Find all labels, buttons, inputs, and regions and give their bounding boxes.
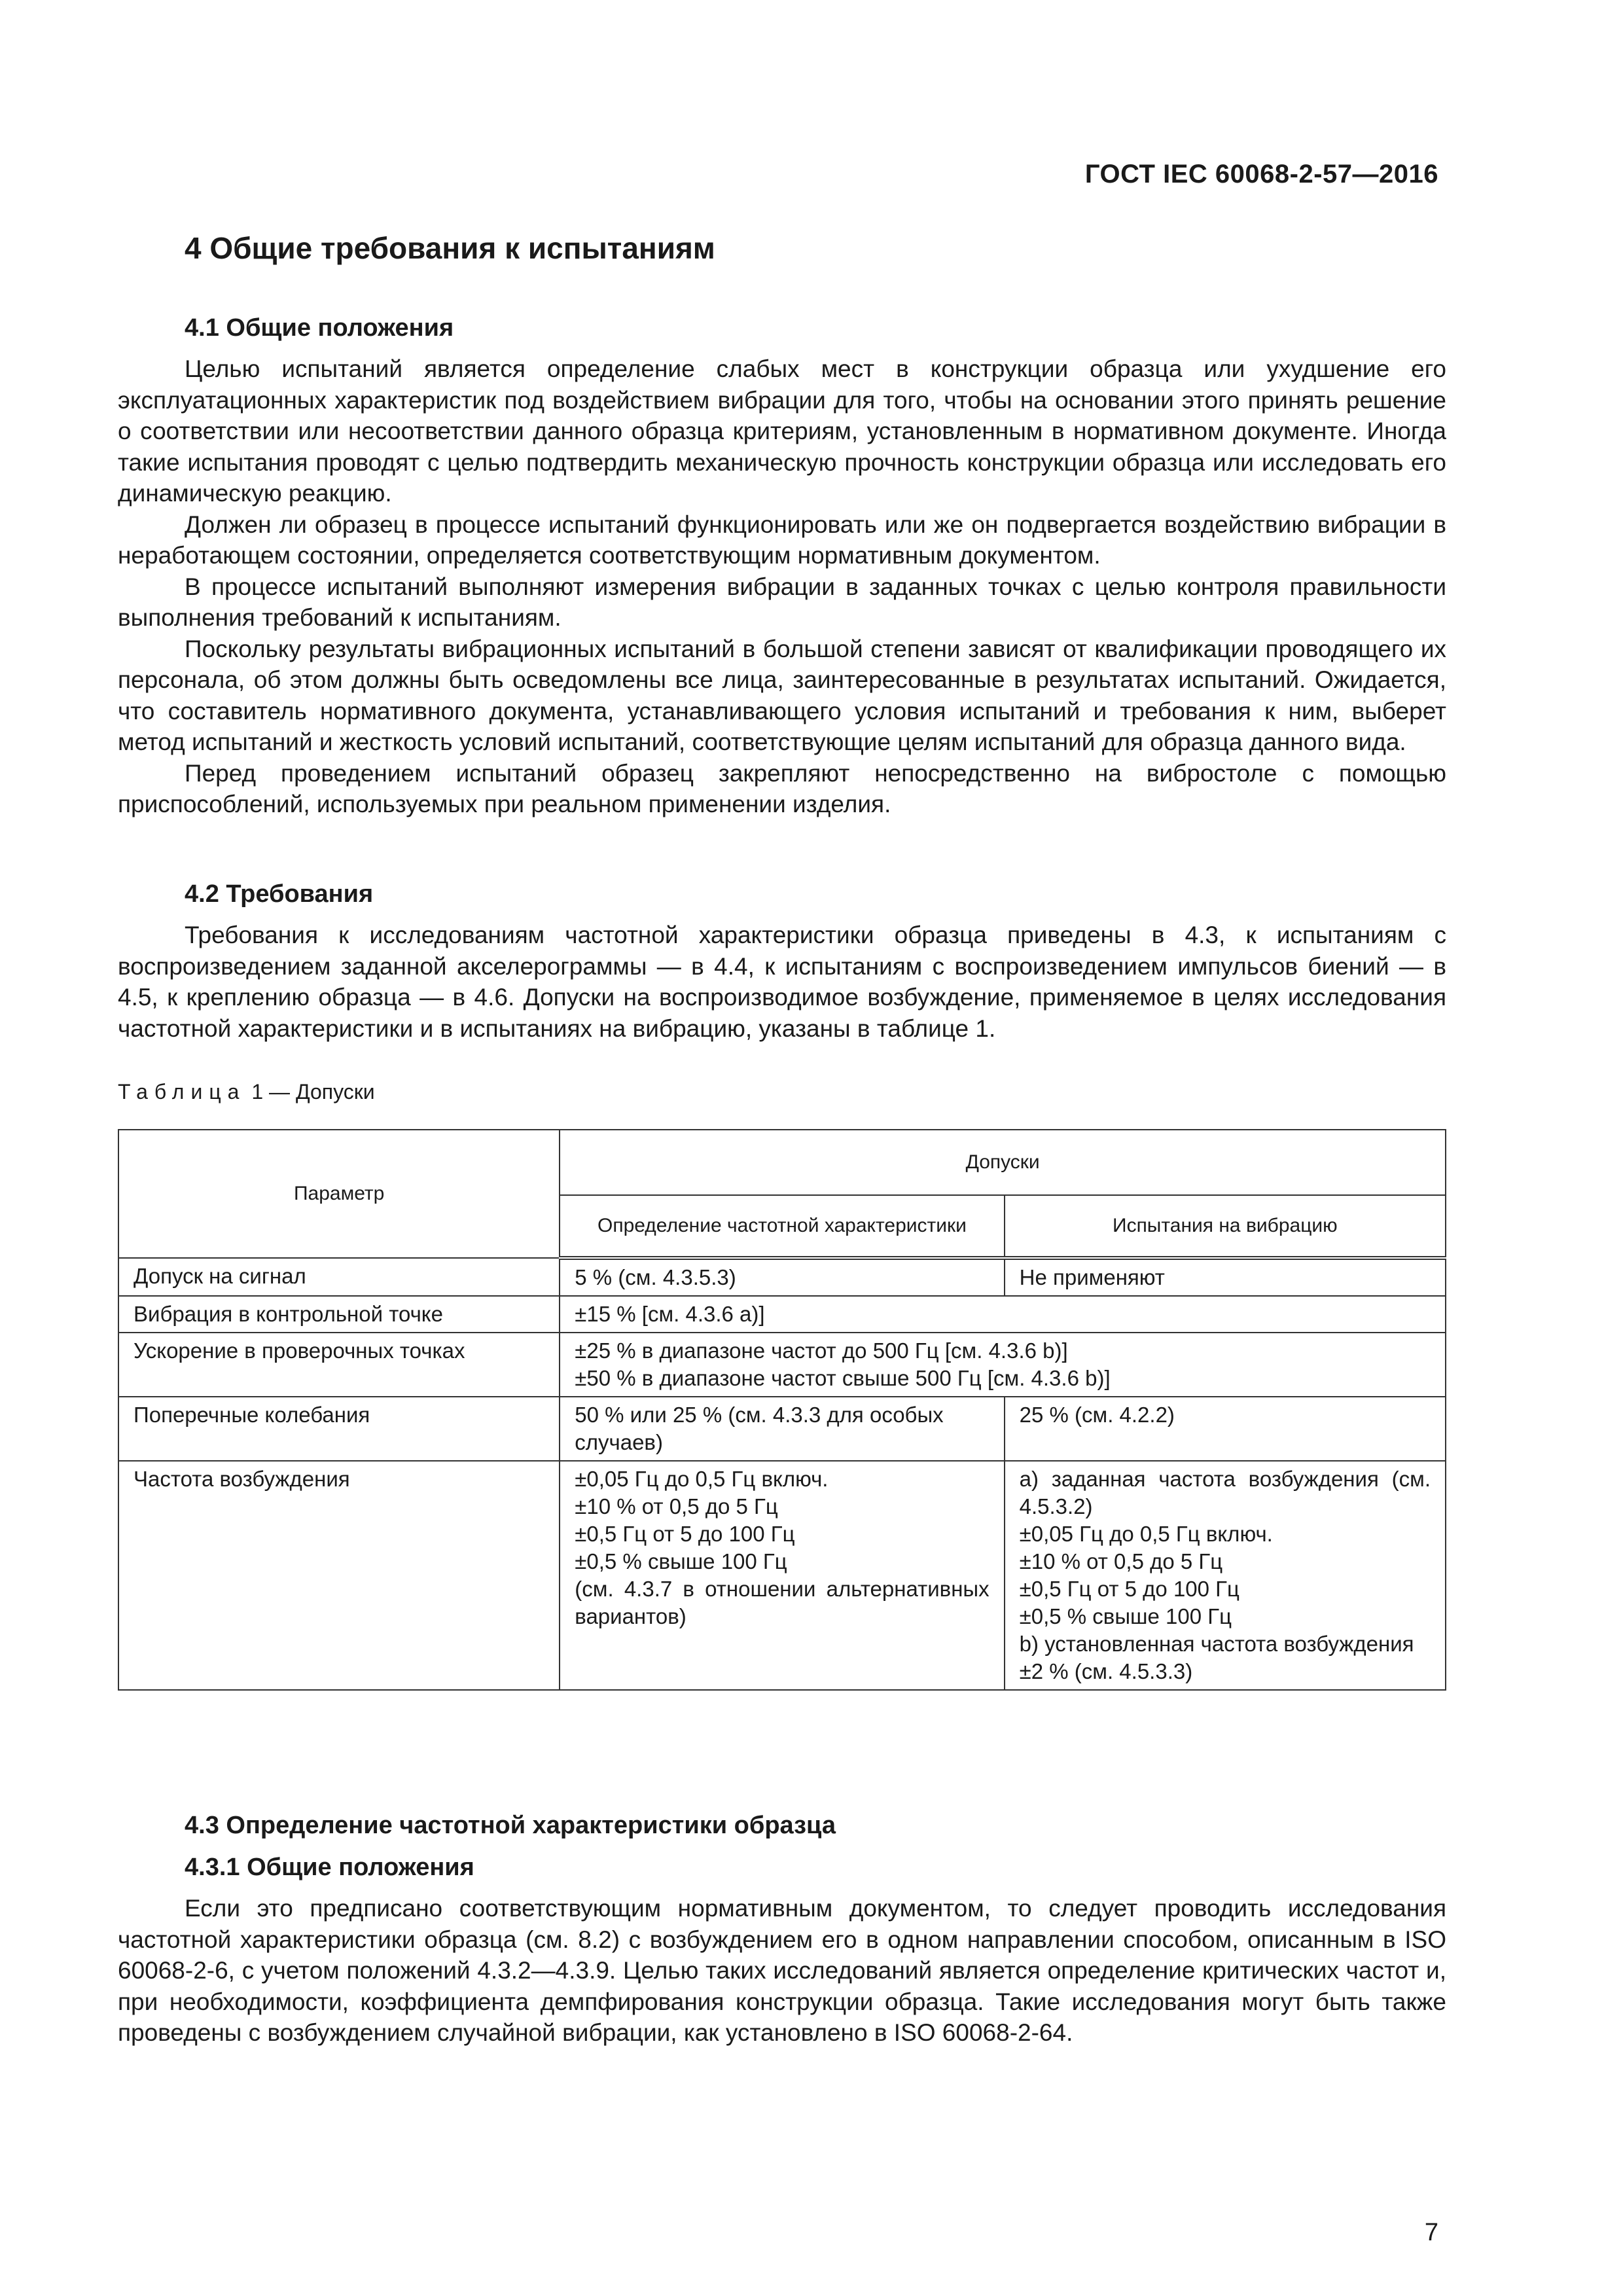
cell-param: Частота возбуждения bbox=[118, 1461, 560, 1690]
section-4-3-1-body bbox=[118, 1893, 1446, 2049]
cell-both: ±15 % [см. 4.3.6 a)] bbox=[560, 1296, 1446, 1333]
cell-both bbox=[560, 1333, 1446, 1397]
section-4-1-title: 4.1 Общие положения bbox=[185, 314, 454, 342]
cell-param: Допуск на сигнал bbox=[118, 1258, 560, 1296]
paragraph: Перед проведением испытаний образец закрепляют непосредственно на вибростоле с помощью приспособлений, используемых при реальном применении изделия. bbox=[118, 759, 1446, 817]
cell-param: Ускорение в проверочных точках bbox=[118, 1333, 560, 1397]
col-header-tolerances: Допуски bbox=[560, 1130, 1446, 1195]
cell-line: ±25 % в диапазоне частот до 500 Гц [см. 4.3.6 b)] bbox=[575, 1338, 1068, 1363]
table-row bbox=[118, 1296, 1446, 1333]
cell-line: b) установленная частота возбуждения bbox=[1019, 1632, 1414, 1656]
table-row bbox=[118, 1461, 1446, 1690]
cell-line: ±10 % от 0,5 до 5 Гц bbox=[575, 1494, 778, 1518]
cell-line: ±50 % в диапазоне частот свыше 500 Гц [см. 4.3.6 b)] bbox=[575, 1366, 1111, 1390]
col-header-parameter: Параметр bbox=[118, 1130, 560, 1258]
table-caption-rest: 1 — Допуски bbox=[251, 1080, 375, 1103]
section-4-2-body bbox=[118, 920, 1446, 1044]
paragraph: Требования к исследованиям частотной характеристики образца приведены в 4.3, к испытаниям с воспроизведением заданной акселерограммы — в 4.4, к испытаниям с воспроизведением импульсов биений — в 4.5, к креплению образца — в 4.6. Допуски на воспроизводимое возбуждение, применяемое в целях исследования частотной характеристики и в испытаниях на вибрацию, указаны в таблице 1. bbox=[118, 922, 1446, 1042]
section-4-1-body bbox=[118, 353, 1446, 820]
table-caption-word: Таблица bbox=[118, 1080, 246, 1103]
table-row bbox=[118, 1333, 1446, 1397]
cell-line: ±2 % (см. 4.5.3.3) bbox=[1019, 1659, 1193, 1683]
cell-vib: 25 % (см. 4.2.2) bbox=[1005, 1397, 1446, 1461]
cell-vib bbox=[1005, 1461, 1446, 1690]
cell-line: a) заданная частота возбуждения (см. 4.5.3.2) bbox=[1019, 1467, 1431, 1518]
table-caption bbox=[118, 1080, 375, 1104]
col-header-frequency-response: Определение частотной характеристики bbox=[560, 1195, 1004, 1258]
page-number: 7 bbox=[1424, 2219, 1438, 2246]
cell-line: ±0,5 Гц от 5 до 100 Гц bbox=[575, 1522, 795, 1546]
cell-freq: 50 % или 25 % (см. 4.3.3 для особых случаев) bbox=[560, 1397, 1004, 1461]
cell-line: ±0,05 Гц до 0,5 Гц включ. bbox=[1019, 1522, 1273, 1546]
table-row bbox=[118, 1258, 1446, 1296]
col-header-vibration-tests: Испытания на вибрацию bbox=[1005, 1195, 1446, 1258]
section-4-3-1-title: 4.3.1 Общие положения bbox=[185, 1854, 474, 1881]
document-header: ГОСТ IEC 60068-2-57—2016 bbox=[1084, 160, 1438, 188]
paragraph: В процессе испытаний выполняют измерения вибрации в заданных точках с целью контроля правильности выполнения требований к испытаниям. bbox=[118, 573, 1446, 631]
paragraph: Поскольку результаты вибрационных испытаний в большой степени зависят от квалификации проводящего их персонала, об этом должны быть осведомлены все лица, заинтересованные в результатах испытаний. Ожидается, что составитель нормативного документа, устанавливающего условия испытаний и требования к ним, выберет метод испытаний и жесткость условий испытаний, соответствующие целям испытаний для образца данного вида. bbox=[118, 635, 1446, 755]
cell-vib: Не применяют bbox=[1005, 1258, 1446, 1296]
cell-line: ±0,5 % свыше 100 Гц bbox=[1019, 1604, 1232, 1628]
paragraph: Должен ли образец в процессе испытаний функционировать или же он подвергается воздействию вибрации в неработающем состоянии, определяется соответствующим нормативным документом. bbox=[118, 511, 1446, 569]
section-4-2-title: 4.2 Требования bbox=[185, 880, 374, 908]
table-row bbox=[118, 1397, 1446, 1461]
cell-line: ±0,5 Гц от 5 до 100 Гц bbox=[1019, 1577, 1240, 1601]
cell-param: Поперечные колебания bbox=[118, 1397, 560, 1461]
section-4-3-title: 4.3 Определение частотной характеристики образца bbox=[185, 1812, 836, 1839]
cell-line: ±0,05 Гц до 0,5 Гц включ. bbox=[575, 1467, 829, 1491]
section-4-title: 4 Общие требования к испытаниям bbox=[185, 231, 715, 265]
cell-freq bbox=[560, 1461, 1004, 1690]
tolerances-table bbox=[118, 1129, 1446, 1691]
cell-param: Вибрация в контрольной точке bbox=[118, 1296, 560, 1333]
cell-line: ±0,5 % свыше 100 Гц bbox=[575, 1549, 787, 1573]
cell-note: (см. 4.3.7 в отношении альтернативных вариантов) bbox=[575, 1577, 990, 1628]
paragraph: Целью испытаний является определение слабых мест в конструкции образца или ухудшение его эксплуатационных характеристик под воздействием вибрации для того, чтобы на основании этого принять решение о соответствии или несоответствии данного образца критериям, установленным в нормативном документе. Иногда такие испытания проводят с целью подтвердить механическую прочность конструкции образца или исследовать его динамическую реакцию. bbox=[118, 355, 1446, 507]
cell-line: ±10 % от 0,5 до 5 Гц bbox=[1019, 1549, 1223, 1573]
paragraph: Если это предписано соответствующим нормативным документом, то следует проводить исследования частотной характеристики образца (см. 8.2) с возбуждением его в одном направлении способом, описанным в ISO 60068-2-6, с учетом положений 4.3.2—4.3.9. Целью таких исследований является определение критических частот и, при необходимости, коэффициента демпфирования конструкции образца. Такие исследования могут быть также проведены с возбуждением случайной вибрации, как установлено в ISO 60068-2-64. bbox=[118, 1895, 1446, 2046]
cell-freq: 5 % (см. 4.3.5.3) bbox=[560, 1258, 1004, 1296]
